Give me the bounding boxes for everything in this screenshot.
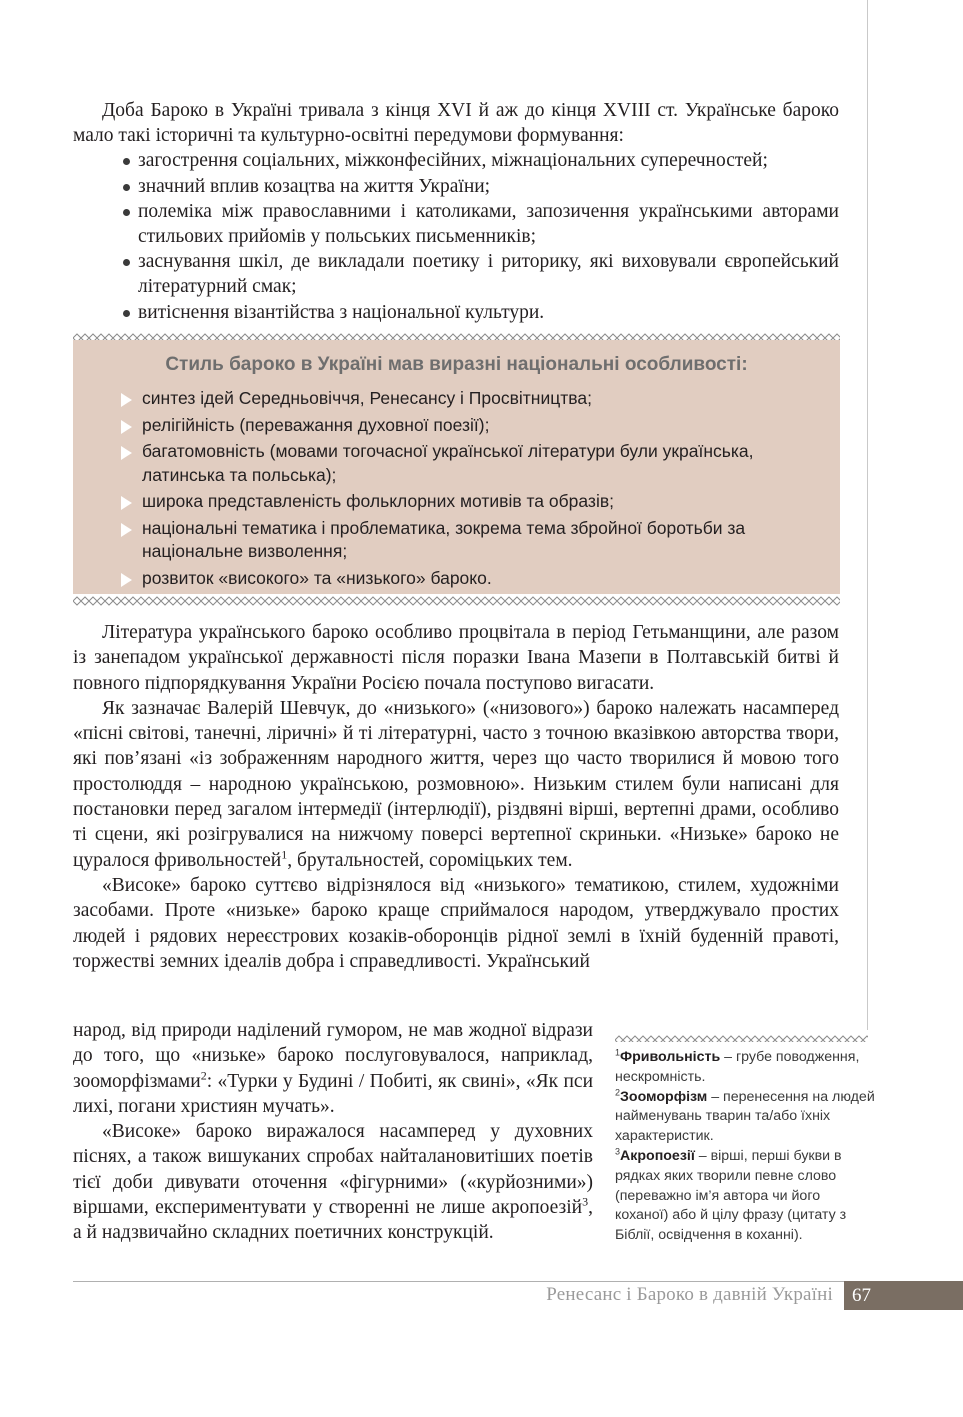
zigzag-ornament [73,596,840,606]
triangle-bullet-icon [121,573,132,587]
zigzag-divider-bottom [73,596,840,606]
footnotes [615,1048,875,1246]
narrow-text [73,1018,593,1246]
footnote-ref: 2 [200,1068,207,1083]
page-number: 67 [844,1281,963,1310]
list-item: розвиток «високого» та «низького» бароко. [117,567,817,591]
paragraph: народ, від природи наділений гумором, не мав жодної відрази до того, що «низьке» бароко послуговувалося, наприклад, зооморфізмами$^2$: «Турки у Будині / Побиті, як свині», «Як пси лихі, погани християн мучать». [73,1020,593,1117]
footnote-divider [615,1032,868,1042]
footnote-term: Зооморфізм [620,1088,708,1105]
list-item: багатомовність (мовами тогочасної української літератури були українська, латинська та польська); [117,440,817,487]
running-title: Ренесанс і Бароко в давній Україні [546,1284,833,1305]
main-text [73,620,839,974]
list-item: національні тематика і проблематика, зокрема тема збройної боротьби за національне визволення; [117,517,817,564]
triangle-bullet-icon [121,393,132,407]
preconditions-list [73,148,839,324]
footnote-ref: 1 [281,847,288,862]
list-item: синтез ідей Середньовіччя, Ренесансу і Просвітництва; [117,387,817,411]
paragraph: Як зазначає Валерій Шевчук, до «низького» («низового») бароко належать насамперед «пісні світові, танечні, ліричні» й ті літературні, часто з точною вказівкою авторства твори, які пов’язані «із зображенням народного життя, через що часто творилися й мовою того простолюддя – народною українською, розмовною». Низьким стилем були написані для постановки перед загалом інтермедії (інтерлюдії), різдвяні вірші, вертепні драми, особливо ті сцени, які розігрувалися на нижчому поверсі вертепної скриньки. «Низьке» бароко не цуралося фривольностей$^1$, брутальностей, сороміцьких тем. [73,697,839,871]
paragraph: «Високе» бароко виражалося насамперед у духовних піснях, а також вишуканих спробах найталановитіших поетів тієї доби дивувати оточення «фігурними» («курйозними») віршами, експериментувати у створенні не лише акропоезій$^3$, а й надзвичайно складних поетичних конструкцій. [73,1121,593,1244]
list-item: значний вплив козацтва на життя України; [73,174,839,199]
list-item: широка представленість фольклорних мотивів та образів; [117,490,817,514]
footnote: $^3$Акропоезії – вірші, перші букви в рядках яких творили певне слово (переважно ім’я автора чи його коханої) або й цілу фразу (цитату з Біблії, освідчення в коханні). [615,1146,847,1244]
footnote: $^1$Фривольність – грубе поводження, нескромність. [615,1047,860,1085]
list-item: заснування шкіл, де викладали поетику і риторику, які виховували європейський літературний смак; [73,249,839,299]
features-list [117,387,817,593]
zigzag-ornament [615,1035,868,1042]
list-item: полеміка між православними і католиками, запозичення українськими авторами стильових прийомів у польських письменників; [73,199,839,249]
paragraph: «Високе» бароко суттєво відрізнялося від «низького» тематикою, стилем, художніми засобами. Проте «низьке» бароко краще сприймалося народом, утверджувало простих людей і рядових нереєстрових козаків-оборонців рідної землі в їхній буденній правоті, торжестві земних ідеалів добра і справедливості. Український [73,874,839,972]
footnote-ref: 3 [582,1194,589,1209]
footer-rule [73,1281,844,1282]
intro-paragraph: Доба Бароко в Україні тривала з кінця XVI й аж до кінця XVIII ст. Українське бароко мало такі історичні та культурно-освітні передумови формування: [73,100,839,147]
list-item: витіснення візантійства з національної культури. [73,300,839,325]
triangle-bullet-icon [121,496,132,510]
triangle-bullet-icon [121,420,132,434]
features-box [73,340,840,594]
footnote-term: Фривольність [620,1049,721,1065]
triangle-bullet-icon [121,523,132,537]
list-item: релігійність (переважання духовної поезії); [117,414,817,438]
margin-rule [867,0,868,1030]
footnote-term: Акропоезії [620,1147,695,1164]
intro-section [73,98,839,325]
paragraph: Література українського бароко особливо процвітала в період Гетьманщини, але разом із занепадом української державності після поразки Івана Мазепи в Полтавській битві й повного підпорядкування України Росією почала поступово вигасати. [73,622,839,694]
footnote: $^2$Зооморфізм – перенесення на людей найменувань тварин та/або їхніх характеристик. [615,1086,875,1145]
features-box-title: Стиль бароко в Україні мав виразні національні особливості: [165,354,748,375]
list-item: загострення соціальних, міжконфесійних, міжнаціональних суперечностей; [73,148,839,173]
triangle-bullet-icon [121,446,132,460]
